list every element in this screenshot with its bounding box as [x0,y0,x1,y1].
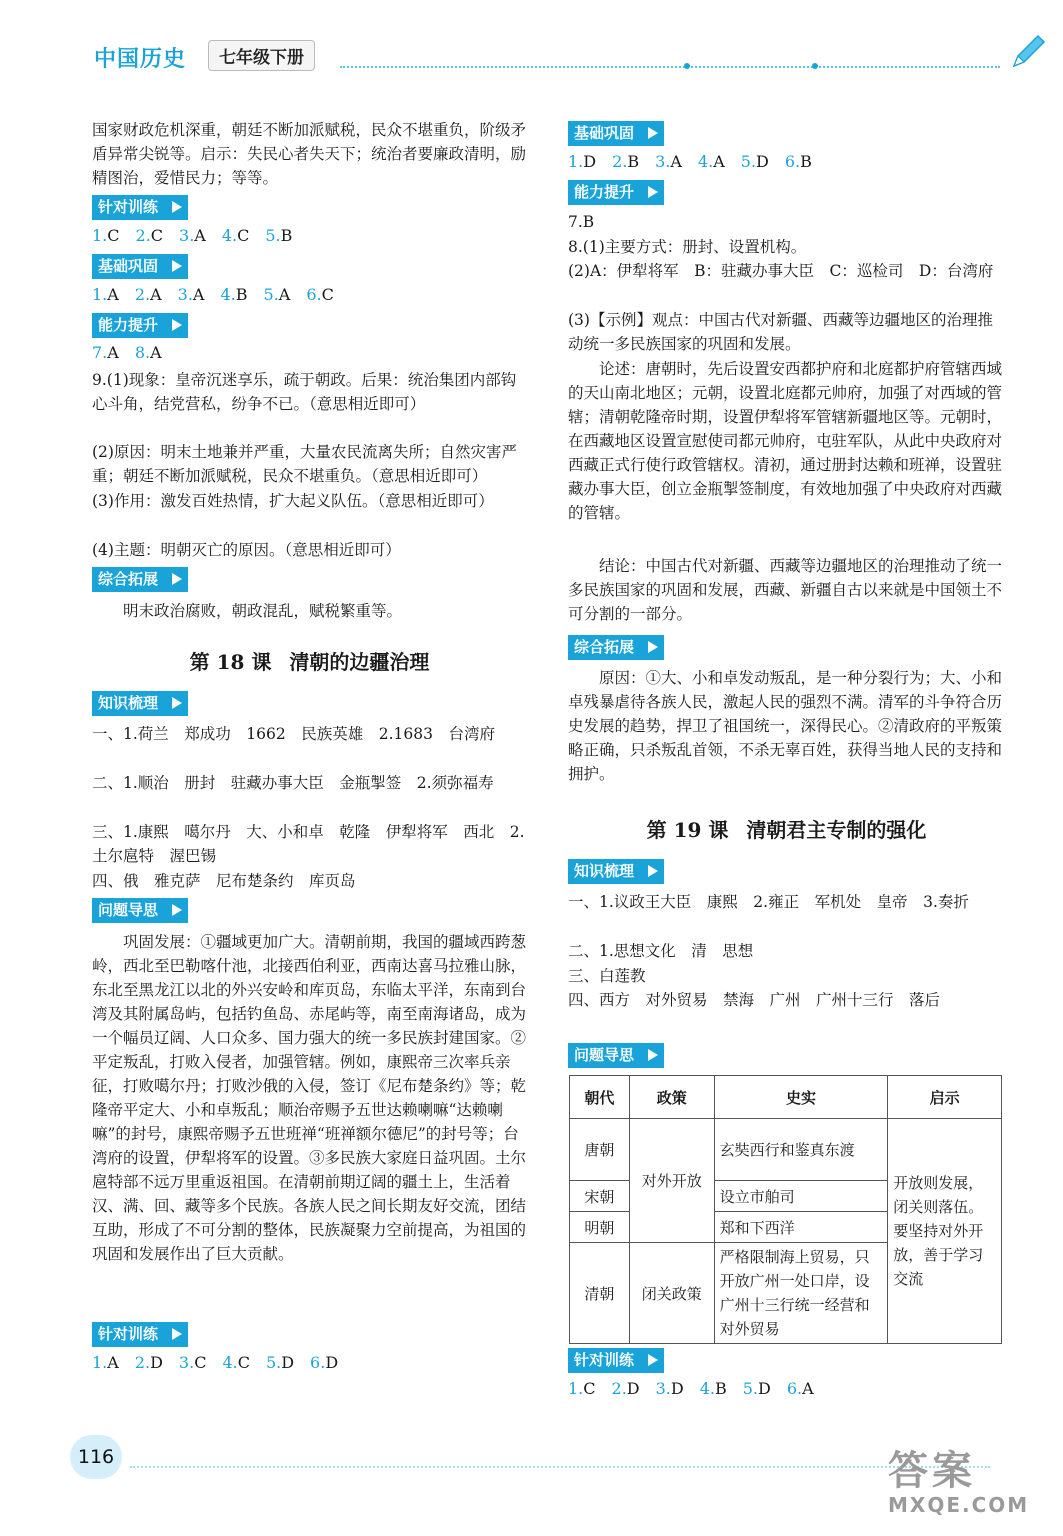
answer-number: 3. [655,152,671,171]
answer-item: 3.A [177,285,205,304]
watermark-logo [888,1448,1048,1528]
answer-item: 5.A [263,285,291,304]
answer-number: 6. [784,152,801,171]
answer-item: 2.D [134,1353,163,1372]
answer-number: 2. [612,152,628,171]
zonghe-text-1: 明末政治腐败，朝政混乱，赋税繁重等。 [123,602,403,620]
answer-number: 2. [135,226,151,245]
tag-wenti: 问题导思 [92,898,188,923]
answer-number: 4. [697,152,714,171]
answer-number: 8. [134,343,151,362]
fact-cell: 玄奘西行和鉴真东渡 [714,1119,888,1181]
fact-cell: 严格限制海上贸易，只开放广州一处口岸，设广州十三行统一经营和对外贸易 [714,1243,888,1344]
answer-number: 4. [221,226,238,245]
tag-zhishi: 知识梳理 [92,691,188,716]
answer-number: 3. [179,226,195,245]
pen-icon [1008,32,1048,72]
answer-item: 6.A [786,1379,814,1398]
answer-item: 1.C [568,1379,596,1398]
answers-zhendui-2 [92,1353,354,1372]
table-header: 启示 [888,1076,1002,1119]
dynasty-cell: 清朝 [570,1243,630,1344]
policy-cell: 闭关政策 [629,1243,714,1344]
header-dot [812,63,818,69]
answer-number: 5. [263,285,279,304]
tag-zhendui-3: 针对训练 [568,1348,664,1373]
intro-text: 国家财政危机深重，朝廷不断加派赋税，民众不堪重负，阶级矛盾异常尖锐等。启示：失民心者失天下；统治者要廉政清明，励精图治，爱惜民力；等等。 [92,121,527,187]
footer-divider [130,1466,990,1468]
tag-zonghe: 综合拓展 [92,567,188,592]
answer-item: 1.C [92,226,120,245]
dynasty-cell: 宋朝 [570,1181,630,1212]
page-header [0,0,1063,80]
answer-number: 5. [742,1379,758,1398]
lesson-cell: 开放则发展，闭关则落伍。要坚持对外开放，善于学习交流 [888,1119,1002,1344]
answer-number: 1. [92,226,108,245]
wenti-18-text: 巩固发展：①疆域更加广大。清朝前期，我国的疆域西跨葱岭，西北至巴勒喀什池，北接西伯利亚，西南达喜马拉雅山脉，东北至黑龙江以北的外兴安岭和库页岛，东临太平洋，东南到台湾及其附属岛屿，包括钓鱼岛、赤尾屿等，南至南海诸岛，成为一个幅员辽阔、人口众多、国力强大的统一多民族封建国家。②平定叛乱，打败入侵者，加强管辖。例如，康熙帝三次率兵亲征，打败噶尔丹；打败沙俄的入侵，签订《尼布楚条约》等；乾隆帝平定大、小和卓叛乱；顺治帝赐予五世达赖喇嘛“达赖喇嘛”的封号，康熙帝赐予五世班禅“班禅额尔德尼”的封号等；台湾府的设置，伊犁将军的设置。③多民族大家庭日益巩固。土尔扈特部不远万里重返祖国。在清朝前期辽阔的疆土上，生活着汉、满、回、藏等多个民族。各族人民之间长期友好交流，团结互助，形成了不可分割的整体，民族凝聚力空前提高，为祖国的巩固和发展作出了巨大贡献。 [92,933,527,1263]
answer-number: 2. [134,285,151,304]
answer-number: 6. [310,1353,326,1372]
fact-cell: 郑和下西洋 [714,1212,888,1243]
q8-part2: (2)A：伊犁将军 B：驻藏办事大臣 C：巡检司 D：台湾府 [568,262,994,280]
subject-title: 中国历史 [94,47,187,72]
answer-item: 6.B [784,152,812,171]
answer-number: 1. [568,1379,584,1398]
answer-item: 3.D [655,1379,684,1398]
table-header: 史实 [714,1076,888,1119]
answer-number: 3. [178,1353,195,1372]
tag-zonghe-2: 综合拓展 [568,635,664,660]
q8-part3: (3)【示例】观点：中国古代对新疆、西藏等边疆地区的治理推动统一多民族国家的巩固和发展。 [568,311,993,353]
answers-jichu-1 [92,285,350,304]
q9-part4: (4)主题：明朝灭亡的原因。（意思相近即可） [92,541,401,559]
answer-item: 2.B [612,152,640,171]
answer-number: 1. [92,1353,108,1372]
lesson-18-number: 第 18 课 [189,650,272,674]
answer-item: 4.B [699,1379,727,1398]
answer-item: 4.C [221,226,250,245]
tag-zhishi-2: 知识梳理 [568,859,664,884]
answers-nengli-1 [92,343,178,362]
knowledge-19-1: 一、1.议政王大臣 康熙 2.雍正 军机处 皇帝 3.奏折 [568,893,969,911]
answer-item: 3.C [178,1353,207,1372]
q8-part1: 8.(1)主要方式：册封、设置机构。 [568,238,807,256]
table-header: 朝代 [570,1076,630,1119]
answer-number: 1. [92,285,108,304]
lesson-18-heading [92,646,527,675]
answer-item: 6.D [310,1353,339,1372]
policy-table [569,1075,1002,1344]
policy-cell: 对外开放 [629,1119,714,1243]
answer-number: 6. [306,285,322,304]
knowledge-18-4: 四、俄 雅克萨 尼布楚条约 库页岛 [92,872,356,890]
answer-number: 4. [220,285,236,304]
answer-item: 5.D [740,152,769,171]
answer-item: 1.A [92,1353,119,1372]
knowledge-19-3: 三、白莲教 [568,967,646,985]
answer-item: 8.A [134,343,162,362]
answer-item: 5.B [265,226,293,245]
zonghe-text-2: 原因：①大、小和卓发动叛乱，是一种分裂行为；大、小和卓残暴虐待各族人民，激起人民的强烈不满。清军的斗争符合历史发展的趋势，捍卫了祖国统一，深得民心。②清政府的平叛策略正确，只杀叛乱首领，不杀无辜百姓，获得当地人民的支持和拥护。 [568,669,1003,783]
knowledge-19-2: 二、1.思想文化 清 思想 [568,942,754,960]
answer-item: 1.D [568,152,597,171]
answer-number: 3. [655,1379,671,1398]
watermark-url: MXQE.COM [888,1493,1030,1517]
answer-item: 4.C [222,1353,250,1372]
answer-item: 1.A [92,285,119,304]
q8-lunshu: 论述：唐朝时，先后设置安西都护府和北庭都护府管辖西域的天山南北地区；元朝，设置北庭都元帅府，加强了对西域的管辖；清朝乾隆帝时期，设置伊犁将军管辖新疆地区等。元朝时，在西藏地区设置宣慰使司都元帅府，屯驻军队，从此中央政府对西藏正式行使行政管辖权。清初，通过册封达赖和班禅，设置驻藏办事大臣，创立金瓶掣签制度，有效地加强了中央政府对西藏的管辖。 [568,360,1003,522]
answers-zhendui-3 [568,1379,830,1398]
knowledge-18-1: 一、1.荷兰 郑成功 1662 民族英雄 2.1683 台湾府 [92,725,495,743]
answer-number: 1. [568,152,584,171]
answer-number: 2. [134,1353,151,1372]
answer-item: 5.D [742,1379,771,1398]
answer-item: 2.C [135,226,164,245]
tag-jichu: 基础巩固 [92,254,188,279]
answers-jichu-2 [568,152,828,171]
lesson-19-heading [568,814,1005,843]
tag-jichu-2: 基础巩固 [568,121,664,146]
answer-number: 4. [699,1379,715,1398]
header-divider [340,66,1000,68]
q9-part1: 9.(1)现象：皇帝沉迷享乐，疏于朝政。后果：统治集团内部钩心斗角，结党营私，纷争不已。（意思相近即可） [92,371,517,413]
answer-item: 3.A [179,226,206,245]
answer-number: 3. [177,285,193,304]
header-dot [684,63,690,69]
tag-zhendui-2: 针对训练 [92,1322,188,1347]
tag-zhendui: 针对训练 [92,195,188,220]
table-header: 政策 [629,1076,714,1119]
knowledge-19-4: 四、西方 对外贸易 禁海 广州 广州十三行 落后 [568,991,941,1009]
watermark-text: 答案 [888,1448,976,1494]
answer-item: 7.A [92,343,119,362]
tag-nengli: 能力提升 [92,313,188,338]
answer-item: 5.D [265,1353,295,1372]
answer-item: 6.C [306,285,334,304]
table-header-row [570,1076,1002,1119]
answer-number: 5. [265,226,281,245]
answer-number: 5. [740,152,757,171]
fact-cell: 设立市舶司 [714,1181,888,1212]
answer-item: 2.D [611,1379,640,1398]
table-row [570,1119,1002,1181]
answer-item: 2.A [134,285,162,304]
q8-jielun: 结论：中国古代对新疆、西藏等边疆地区的治理推动了统一多民族国家的巩固和发展，西藏、新疆自古以来就是中国领土不可分割的一部分。 [568,557,1003,623]
answer-7: 7.B [568,213,595,231]
grade-label: 七年级下册 [208,40,315,71]
answers-zhendui-1 [92,226,308,245]
q9-part2: (2)原因：明末土地兼并严重，大量农民流离失所；自然灾害严重；朝廷不断加派赋税，民众不堪重负。（意思相近即可） [92,443,517,485]
knowledge-18-2: 二、1.顺治 册封 驻藏办事大臣 金瓶掣签 2.须弥福寿 [92,774,494,792]
page-number: 116 [70,1435,122,1479]
answer-number: 2. [611,1379,627,1398]
tag-wenti-2: 问题导思 [568,1043,664,1068]
knowledge-18-3: 三、1.康熙 噶尔丹 大、小和卓 乾隆 伊犁将军 西北 2.土尔扈特 渥巴锡 [92,823,525,865]
lesson-18-title: 清朝的边疆治理 [289,650,430,674]
answer-number: 4. [222,1353,238,1372]
lesson-19-number: 第 19 课 [646,818,729,842]
dynasty-cell: 明朝 [570,1212,630,1243]
tag-nengli-2: 能力提升 [568,180,664,205]
answer-number: 7. [92,343,108,362]
answer-number: 5. [265,1353,282,1372]
answer-item: 4.B [220,285,248,304]
answer-item: 3.A [655,152,682,171]
dynasty-cell: 唐朝 [570,1119,630,1181]
q9-part3: (3)作用：激发百姓热情，扩大起义队伍。（意思相近即可） [92,492,494,510]
answer-item: 4.A [697,152,725,171]
answer-number: 6. [786,1379,803,1398]
lesson-19-title: 清朝君主专制的强化 [746,818,927,842]
